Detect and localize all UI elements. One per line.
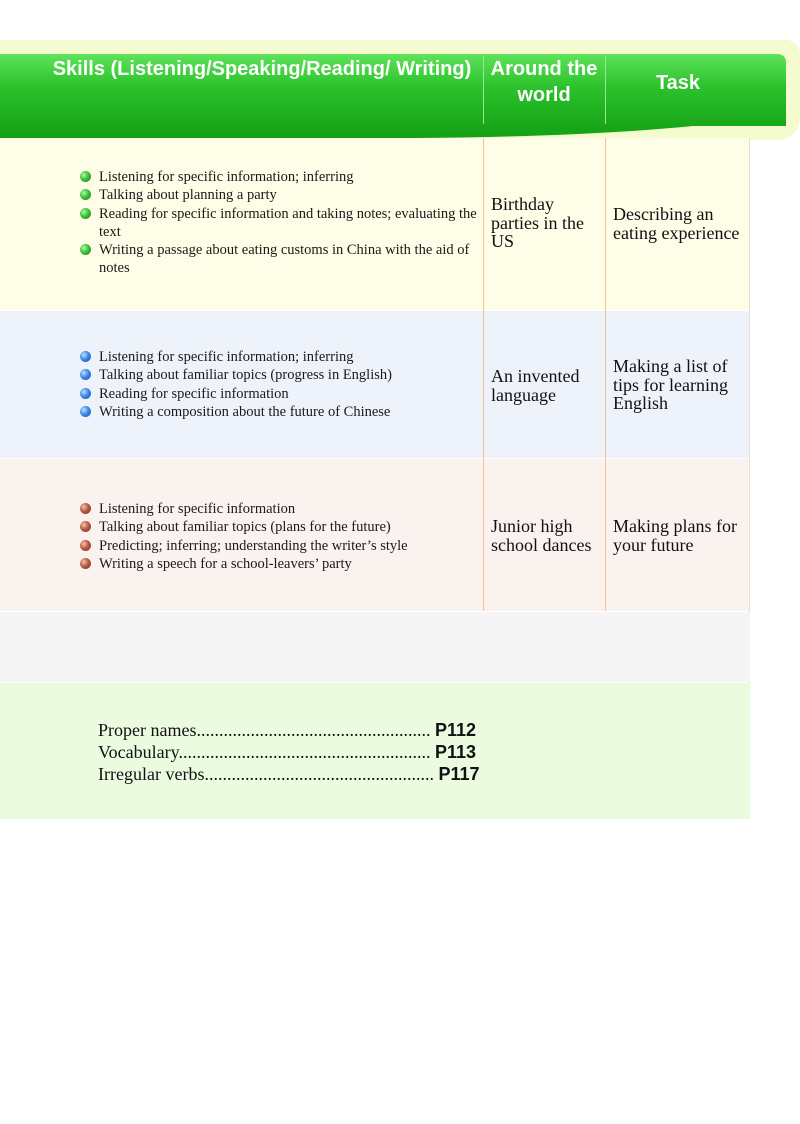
list-item: Reading for specific information and taking notes; evaluating the text <box>80 205 480 242</box>
list-item: Listening for specific information <box>80 500 480 518</box>
bullet-icon <box>80 521 91 532</box>
bullet-icon <box>80 369 91 380</box>
list-item: Talking about planning a party <box>80 186 480 204</box>
column-divider <box>483 138 484 611</box>
list-item: Talking about familiar topics (plans for the future) <box>80 518 480 536</box>
appendix-entry: Irregular verbs................................................... P117 <box>98 764 480 784</box>
table-row <box>0 311 750 458</box>
list-item: Listening for specific information; inferring <box>80 168 480 186</box>
bullet-icon <box>80 171 91 182</box>
bullet-icon <box>80 388 91 399</box>
blank-row <box>0 612 750 682</box>
around-the-world-cell: Birthday parties in the US <box>491 194 584 251</box>
list-item: Talking about familiar topics (progress in English) <box>80 366 480 384</box>
appendix-section <box>0 683 750 819</box>
table-row <box>0 459 750 611</box>
list-item: Reading for specific information <box>80 385 480 403</box>
bullet-icon <box>80 503 91 514</box>
bullet-icon <box>80 406 91 417</box>
page-number: P117 <box>438 764 480 784</box>
around-the-world-cell: An invented language <box>491 366 580 405</box>
bullet-icon <box>80 558 91 569</box>
bullet-icon <box>80 189 91 200</box>
skills-list <box>80 500 480 573</box>
around-the-world-cell: Junior high school dances <box>491 516 592 555</box>
appendix-entry: Proper names.................................................... P112 <box>98 720 477 740</box>
header-task: Task <box>655 72 701 94</box>
task-cell: Making plans for your future <box>613 516 737 555</box>
bullet-icon <box>80 351 91 362</box>
column-divider <box>605 138 606 611</box>
appendix-list <box>98 719 480 785</box>
bullet-icon <box>80 244 91 255</box>
bullet-icon <box>80 208 91 219</box>
list-item: Writing a composition about the future of Chinese <box>80 403 480 421</box>
page-number: P112 <box>434 720 477 740</box>
skills-list <box>80 168 480 278</box>
table-row <box>0 138 750 310</box>
bullet-icon <box>80 540 91 551</box>
skills-list <box>80 348 480 421</box>
appendix-entry: Vocabulary........................................................ P113 <box>98 742 477 762</box>
task-cell: Describing an eating experience <box>613 204 740 243</box>
list-item: Predicting; inferring; understanding the writer’s style <box>80 537 480 555</box>
list-item: Writing a passage about eating customs in China with the aid of notes <box>80 241 480 278</box>
task-cell: Making a list of tips for learning English <box>613 356 728 413</box>
page-number: P113 <box>434 742 477 762</box>
header-skills: Skills (Listening/Speaking/Reading/ Writing) <box>52 58 472 80</box>
header-around-the-world: Around the world <box>490 58 598 106</box>
list-item: Listening for specific information; inferring <box>80 348 480 366</box>
list-item: Writing a speech for a school-leavers’ party <box>80 555 480 573</box>
